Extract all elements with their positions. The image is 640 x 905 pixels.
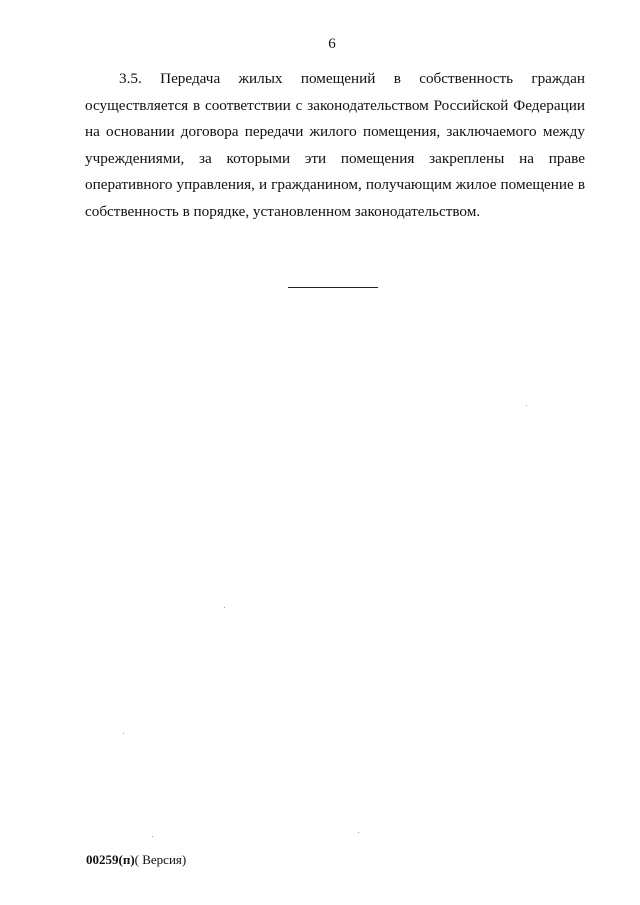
paragraph-line: на основании договора передачи жилого помещения, заключаемого между <box>85 123 585 140</box>
scan-speck <box>152 836 153 837</box>
document-version: ( Версия) <box>134 852 187 867</box>
scan-speck <box>224 607 225 608</box>
scan-speck <box>526 405 527 406</box>
paragraph-line: 3.5. Передача жилых помещений в собственность граждан <box>119 70 585 87</box>
separator-line <box>288 287 378 288</box>
paragraph-line: учреждениями, за которыми эти помещения закреплены на праве <box>85 149 585 167</box>
document-footer <box>86 852 186 868</box>
paragraph-line: собственность в порядке, установленном законодательством. <box>85 202 481 220</box>
document-code: 00259(п) <box>86 852 135 867</box>
scan-speck <box>123 733 124 734</box>
scan-speck <box>358 832 359 833</box>
paragraph-line: оперативного управления, и гражданином, получающим жилое помещение в <box>85 176 585 193</box>
body-paragraph <box>85 66 585 225</box>
page-number: 6 <box>328 36 336 52</box>
paragraph-line: осуществляется в соответствии с законодательством Российской Федерации <box>85 96 585 114</box>
